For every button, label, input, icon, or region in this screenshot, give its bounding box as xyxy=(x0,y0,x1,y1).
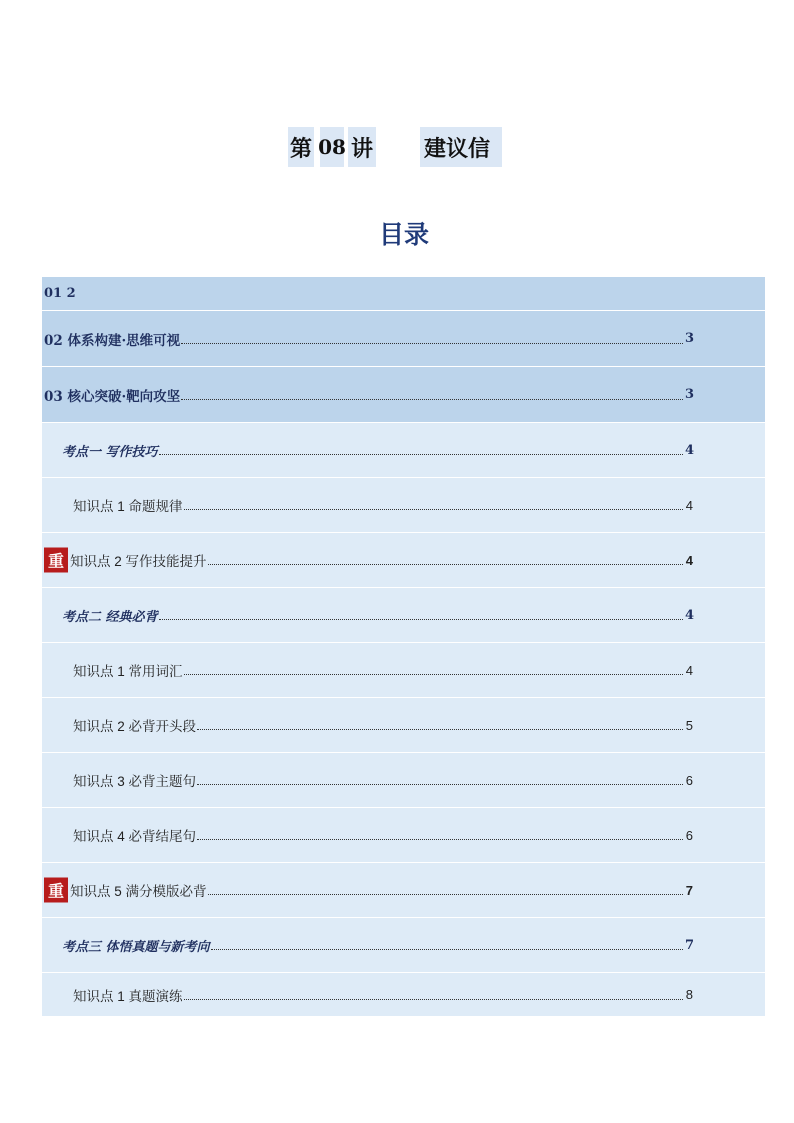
toc-entry xyxy=(42,385,693,405)
toc-row[interactable] xyxy=(42,753,765,808)
toc-row[interactable] xyxy=(42,588,765,643)
toc-row[interactable] xyxy=(42,808,765,863)
toc-row[interactable] xyxy=(42,423,765,478)
dot-leader xyxy=(197,783,683,785)
toc-page-number: 4 xyxy=(685,442,695,458)
toc-entry xyxy=(73,825,693,845)
toc-page-number: 7 xyxy=(685,882,693,898)
toc-page-number: 7 xyxy=(685,937,695,953)
toc-entry xyxy=(73,495,693,515)
toc-entry xyxy=(70,550,693,570)
toc-row[interactable] xyxy=(42,367,765,423)
toc-row[interactable] xyxy=(42,311,765,367)
toc-page-number: 6 xyxy=(685,827,693,843)
toc-page-number: 8 xyxy=(685,987,693,1002)
toc-entry xyxy=(73,770,693,790)
title-prefix: 第 xyxy=(288,127,314,167)
toc-row[interactable] xyxy=(42,698,765,753)
toc-row[interactable] xyxy=(42,643,765,698)
toc-heading: 目录 xyxy=(378,220,429,249)
toc-entry-label: 考点一 写作技巧 xyxy=(62,444,158,460)
toc-entry-label: 知识点 1 命题规律 xyxy=(73,499,183,514)
toc-entry-label: 知识点 5 满分模版必背 xyxy=(70,884,207,899)
toc-page-number: 4 xyxy=(685,497,693,513)
dot-leader xyxy=(181,398,683,400)
key-point-badge: 重 xyxy=(44,548,68,573)
toc-entry-label: 考点二 经典必背 xyxy=(62,609,158,625)
toc-entry xyxy=(42,286,693,301)
toc-entry xyxy=(42,329,693,349)
toc-entry-label: 知识点 1 常用词汇 xyxy=(73,664,183,679)
toc-entry-label: 考点三 体悟真题与新考向 xyxy=(62,939,210,955)
dot-leader xyxy=(197,728,683,730)
toc-page-number: 3 xyxy=(685,387,695,402)
dot-leader xyxy=(181,342,683,344)
toc-entry-label: 知识点 1 真题演练 xyxy=(73,988,183,1004)
toc-entry-label: 知识点 3 必背主题句 xyxy=(73,774,197,789)
toc-entry xyxy=(73,985,693,1005)
toc-page-number: 6 xyxy=(685,772,693,788)
toc-page-number: 4 xyxy=(685,552,693,568)
toc-entry xyxy=(62,441,693,460)
dot-leader xyxy=(208,563,683,565)
toc-entry-label: 知识点 4 必背结尾句 xyxy=(73,829,197,844)
lesson-number: 08 xyxy=(320,127,344,167)
toc-page-number: 3 xyxy=(685,331,695,346)
toc-row[interactable] xyxy=(42,478,765,533)
toc-row[interactable] xyxy=(42,863,765,918)
dot-leader xyxy=(159,453,683,455)
toc-entry-label: 知识点 2 必背开头段 xyxy=(73,719,197,734)
toc-entry xyxy=(62,936,693,955)
dot-leader xyxy=(208,893,683,895)
dot-leader xyxy=(211,948,683,950)
toc-row[interactable] xyxy=(42,918,765,973)
toc-entry xyxy=(70,880,693,900)
toc-page-number: 4 xyxy=(685,607,695,623)
dot-leader xyxy=(184,673,683,675)
title-suffix: 讲 xyxy=(348,127,376,167)
toc-entry-label: 03 核心突破·靶向攻坚 xyxy=(44,388,181,405)
toc-entry-label: 01 2 xyxy=(44,286,76,301)
toc-entry xyxy=(62,606,693,625)
toc-entry-label: 知识点 2 写作技能提升 xyxy=(70,554,207,569)
table-of-contents xyxy=(42,277,765,1017)
toc-page-number: 5 xyxy=(685,717,693,733)
dot-leader xyxy=(197,838,683,840)
lesson-topic: 建议信 xyxy=(420,127,502,167)
title-gap xyxy=(376,127,414,167)
toc-page-number: 4 xyxy=(685,662,693,678)
dot-leader xyxy=(184,508,683,510)
toc-row[interactable] xyxy=(42,277,765,311)
toc-entry xyxy=(73,660,693,680)
key-point-badge: 重 xyxy=(44,878,68,903)
toc-row[interactable] xyxy=(42,973,765,1017)
toc-entry-label: 02 体系构建·思维可视 xyxy=(44,332,181,349)
toc-row[interactable] xyxy=(42,533,765,588)
toc-entry xyxy=(73,715,693,735)
dot-leader xyxy=(159,618,683,620)
dot-leader xyxy=(184,998,683,1000)
lesson-title xyxy=(288,127,502,167)
